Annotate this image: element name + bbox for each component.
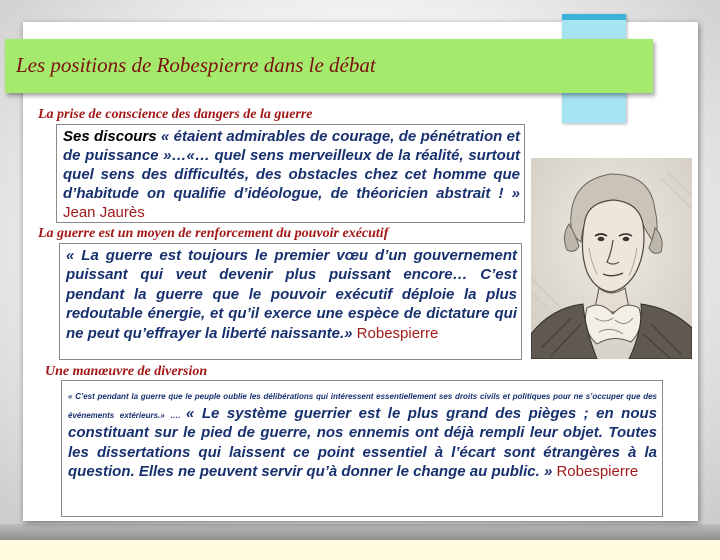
- quote-box-2: [59, 243, 522, 360]
- section-heading-2: La guerre est un moyen de renforcement du pouvoir exécutif: [38, 226, 389, 241]
- quote-body-3: « Le système guerrier est le plus grand des pièges ; en nous constituant sur le pied de guerre, nos ennemis ont déjà rempli leur objet. Toutes les dissertations qui laissent ce point essentiel à l’écart sont étrangères à la question. Elles ne peuvent servir qu’à donner le change au public. »: [68, 405, 657, 480]
- section-heading-1: La prise de conscience des dangers de la guerre: [38, 107, 313, 122]
- quote-lead: Ses discours: [63, 128, 157, 145]
- quote-small-3: « C’est pendant la guerre que le peuple oublie les délibérations qui intéressent essentiellement ses droits civils et politiques pour ne s’occuper que des événements extérieurs.» ….: [68, 392, 657, 421]
- slide-bottom-shade: [0, 524, 720, 540]
- robespierre-portrait-image: [531, 158, 692, 359]
- quote-text-1: [57, 125, 524, 222]
- page-title: Les positions de Robespierre dans le débat: [16, 53, 376, 77]
- quote-author-3: Robespierre: [556, 462, 639, 480]
- section-heading-3: Une manœuvre de diversion: [45, 364, 208, 379]
- quote-box-3: [61, 380, 663, 517]
- quote-author-2: Robespierre: [356, 324, 439, 342]
- portrait-engraving: [531, 158, 692, 359]
- quote-body-2: « La guerre est toujours le premier vœu d’un gouvernement puissant qui veut devenir plus puissant encore… C’est pendant la guerre que le pouvoir exécutif déploie la plus redoutable énergie, et qu’il exerce une espèce de dictature qui ne peut qu’effrayer la liberté naissante.»: [66, 247, 517, 342]
- quote-text-2: [60, 244, 521, 343]
- quote-text-3: [62, 385, 662, 481]
- quote-author-1: Jean Jaurès: [63, 204, 145, 221]
- quote-body-1: « étaient admirables de courage, de pénétration et de puissance »…«… quel sens merveilleux de la réalité, surtout quel sens des difficultés, des obstacles chez cet homme que d’habitude on qualifie d’idéologue, de théoricien abstrait ! »: [63, 128, 520, 202]
- quote-box-1: [56, 124, 525, 223]
